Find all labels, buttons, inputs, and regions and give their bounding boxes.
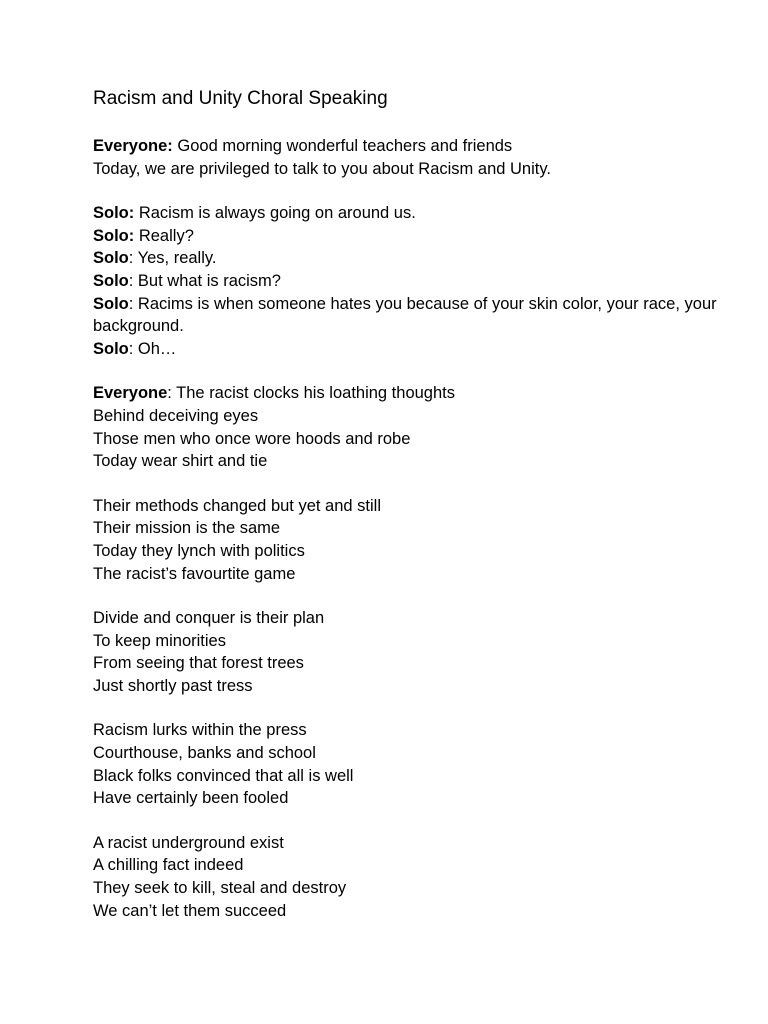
line-text: To keep minorities: [93, 631, 226, 650]
script-line: [93, 832, 733, 855]
line-text: They seek to kill, steal and destroy: [93, 879, 347, 898]
document-title: Racism and Unity Choral Speaking: [93, 88, 388, 109]
line-text: But what is racism?: [137, 271, 281, 290]
script-line: [93, 428, 733, 451]
line-text: Today they lynch with politics: [93, 541, 305, 560]
speaker-label: Solo:: [93, 226, 135, 245]
stanza: [93, 202, 733, 360]
line-text: Divide and conquer is their plan: [93, 609, 325, 628]
script-line: [93, 854, 733, 877]
speaker-label: Solo: [93, 294, 129, 313]
speaker-separator: :: [128, 249, 138, 268]
line-text: We can’t let them succeed: [93, 901, 287, 920]
script-line: [93, 607, 733, 630]
line-text: From seeing that forest trees: [93, 654, 304, 673]
line-text: Their methods changed but yet and still: [93, 496, 382, 515]
speaker-label: Solo: [93, 339, 129, 358]
script-line: [93, 652, 733, 675]
script-line: [93, 675, 733, 698]
script-line: [93, 382, 733, 405]
line-text: Their mission is the same: [93, 519, 281, 538]
line-text: Black folks convinced that all is well: [93, 766, 354, 785]
script-line: [93, 405, 733, 428]
speaker-separator: :: [128, 271, 138, 290]
line-text: Racims is when someone hates you because of your skin color, your race, your background.: [93, 294, 717, 336]
line-text: Have certainly been fooled: [93, 789, 289, 808]
stanza: [93, 135, 733, 180]
script-line: [93, 630, 733, 653]
script-line: [93, 202, 733, 225]
script-line: [93, 877, 733, 900]
script-line: [93, 450, 733, 473]
speaker-separator: :: [167, 384, 177, 403]
script-line: [93, 270, 733, 293]
line-text: A racist underground exist: [93, 833, 284, 852]
line-text: Racism is always going on around us.: [138, 204, 416, 223]
stanza: [93, 607, 733, 697]
document-page: [93, 86, 733, 944]
script-line: [93, 742, 733, 765]
script-line: [93, 135, 733, 158]
script-line: [93, 293, 733, 338]
line-text: Those men who once wore hoods and robe: [93, 429, 411, 448]
line-text: The racist’s favourtite game: [93, 564, 296, 583]
line-text: Oh…: [137, 339, 177, 358]
line-text: Courthouse, banks and school: [93, 744, 316, 763]
speaker-separator: :: [128, 339, 138, 358]
stanza: [93, 832, 733, 922]
stanza: [93, 719, 733, 809]
document-body: [93, 135, 733, 922]
line-text: Today wear shirt and tie: [93, 452, 268, 471]
script-line: [93, 540, 733, 563]
script-line: [93, 563, 733, 586]
script-line: [93, 719, 733, 742]
script-line: [93, 247, 733, 270]
line-text: Really?: [138, 226, 194, 245]
script-line: [93, 765, 733, 788]
speaker-label: Solo:: [93, 204, 135, 223]
stanza: [93, 495, 733, 585]
line-text: Good morning wonderful teachers and friends: [177, 137, 513, 155]
speaker-label: Solo: [93, 249, 129, 268]
line-text: The racist clocks his loathing thoughts: [176, 384, 455, 403]
script-line: [93, 787, 733, 810]
script-line: [93, 517, 733, 540]
script-line: [93, 495, 733, 518]
script-line: [93, 338, 733, 361]
speaker-label: Everyone: [93, 384, 168, 403]
script-line: [93, 158, 733, 181]
speaker-separator: :: [128, 294, 138, 313]
speaker-label: Solo: [93, 271, 129, 290]
line-text: Racism lurks within the press: [93, 721, 307, 740]
line-text: Just shortly past tress: [93, 676, 253, 695]
speaker-label: Everyone:: [93, 137, 173, 155]
line-text: A chilling fact indeed: [93, 856, 244, 875]
line-text: Today, we are privileged to talk to you about Racism and Unity.: [93, 159, 551, 178]
line-text: Behind deceiving eyes: [93, 406, 259, 425]
script-line: [93, 900, 733, 923]
line-text: Yes, really.: [137, 249, 217, 268]
stanza: [93, 382, 733, 472]
script-line: [93, 225, 733, 248]
